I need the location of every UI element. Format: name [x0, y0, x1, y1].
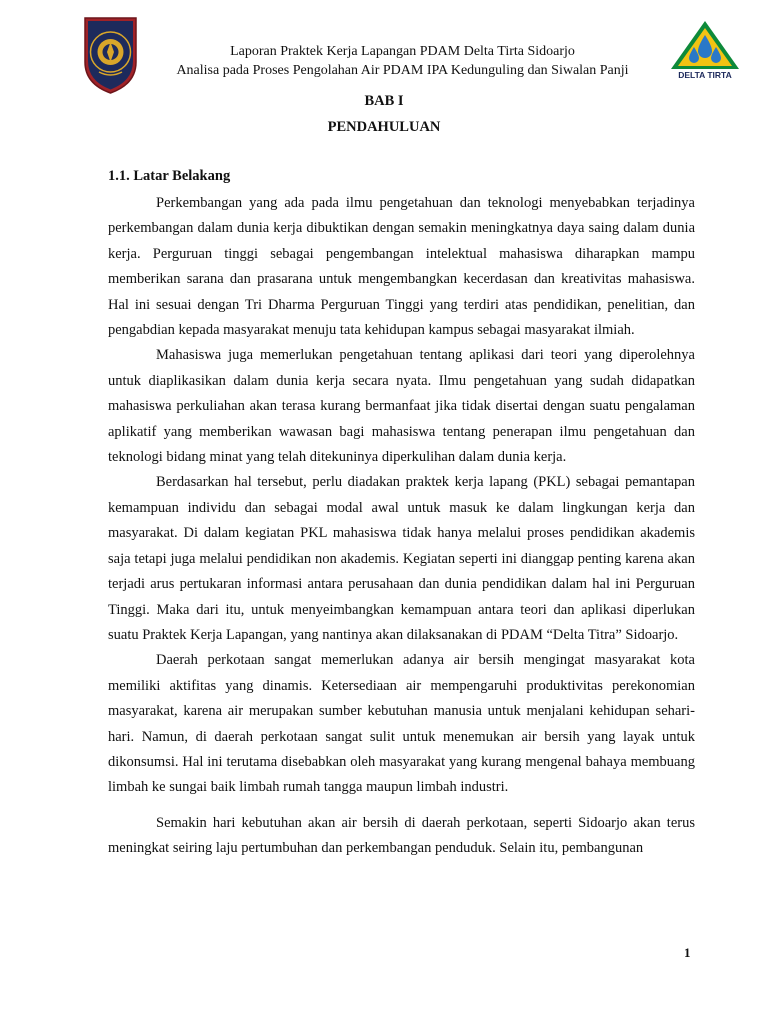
document-header [140, 42, 665, 80]
delta-tirta-logo-icon [669, 19, 741, 81]
university-seal-icon [79, 14, 142, 96]
paragraph-5: Semakin hari kebutuhan akan air bersih di daerah perkotaan, seperti Sidoarjo akan terus meningkat seiring laju pertumbuhan dan perkembangan penduduk. Selain itu, pembangunan [108, 814, 695, 857]
paragraph-1: Perkembangan yang ada pada ilmu pengetahuan dan teknologi menyebabkan terjadinya perkembangan dalam dunia kerja dibuktikan dengan semakin meningkatnya daya saing dalam dunia kerja. Perguruan tinggi sebagai pengembangan intelektual mahasiswa diharapkan mampu memberikan sarana dan prasarana untuk mengembangkan kecerdasan dan kreativitas mahasiswa. Hal ini sesuai dengan Tri Dharma Perguruan Tinggi yang terdiri atas pendidikan, penelitian, dan pengabdian kepada masyarakat menuju tata kehidupan kampus sebagai masyarakat ilmiah. [108, 195, 695, 339]
paragraph-4: Daerah perkotaan sangat memerlukan adanya air bersih mengingat masyarakat kota memiliki aktifitas yang dinamis. Ketersediaan air mempengaruhi produktivitas perekonomian masyarakat, karena air merupakan sumber kebutuhan manusia untuk menjalani kehidupan sehari-hari. Namun, di daerah perkotaan sangat sulit untuk menemukan air bersih yang layak untuk dikonsumsi. Hal ini terutama disebabkan oleh masyarakat yang kurang mengenal bahaya membuang limbah ke sungai baik limbah rumah tangga maupun limbah industri. [108, 652, 695, 796]
header-report-title: Laporan Praktek Kerja Lapangan PDAM Delta Tirta Sidoarjo [230, 44, 575, 59]
chapter-title: PENDAHULUAN [327, 119, 441, 135]
paragraph-3: Berdasarkan hal tersebut, perlu diadakan praktek kerja lapang (PKL) sebagai pemantapan kemampuan individu dan sebagai modal awal untuk masuk ke dalam lingkungan kerja dan masyarakat. Di dalam kegiatan PKL mahasiswa tidak hanya melalui proses pendidikan akademis saja tetapi juga melalui pendidikan non akademis. Kegiatan seperti ini dianggap penting karena akan terjadi arus pertukaran informasi antara perusahaan dan dunia pendidikan dalam hal ini Perguruan Tinggi. Maka dari itu, untuk menyeimbangkan kemampuan antara teori dan aplikasi diperlukan suatu Praktek Kerja Lapangan, yang nantinya akan dilaksanakan di PDAM “Delta Titra” Sidoarjo. [108, 474, 695, 643]
delta-tirta-logo [669, 19, 741, 81]
header-report-subtitle: Analisa pada Proses Pengolahan Air PDAM IPA Kedunguling dan Siwalan Panji [176, 63, 629, 78]
chapter-number: BAB I [364, 93, 404, 109]
body-text [108, 191, 695, 862]
section-heading: 1.1. Latar Belakang [108, 168, 231, 184]
paragraph-2: Mahasiswa juga memerlukan pengetahuan tentang aplikasi dari teori yang diperolehnya untuk diaplikasikan dalam dunia kerja secara nyata. Ilmu pengetahuan yang sudah didapatkan mahasiswa perkuliahan akan terasa kurang bermanfaat jika tidak disertai dengan suatu pengalaman aplikatif yang memberikan wawasan bagi mahasiswa tentang penerapan ilmu pengetahuan dan teknologi bidang minat yang telah ditekuninya diperkulihan dalam dunia kerja. [108, 347, 695, 466]
delta-tirta-logo-label: DELTA TIRTA [678, 70, 732, 80]
page-number: 1 [684, 945, 691, 960]
university-seal-logo [79, 14, 142, 96]
